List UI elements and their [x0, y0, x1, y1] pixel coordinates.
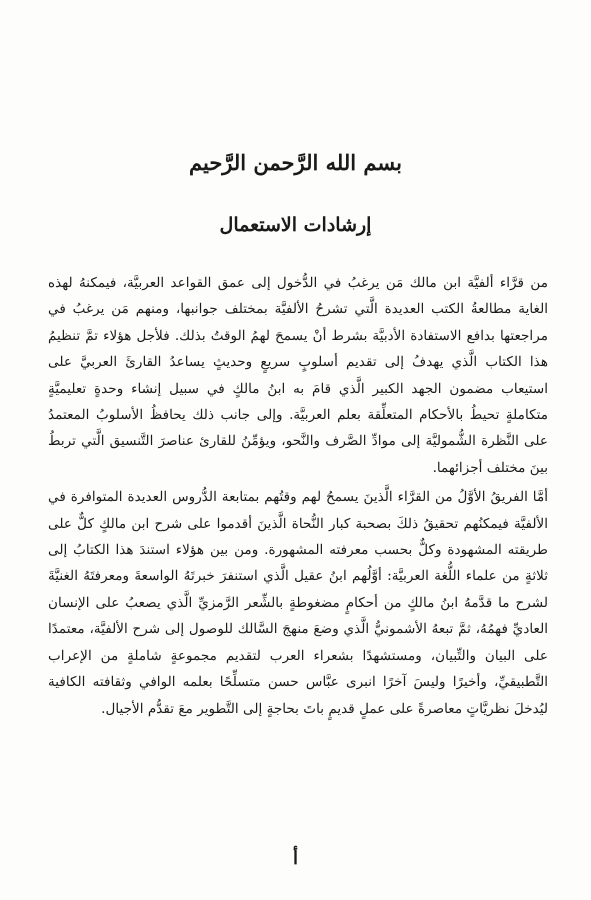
paragraph-2: أمَّا الفريقُ الأوَّلُ من القرَّاء الَّذينَ يسمحُ لهم وقتُهم بمتابعة الدُّروس العديدة المتوافرة في الألفيَّة فيمكنُهم تحقيقُ ذلكَ بصحبة كبار النُّحاة الَّذينَ أقدموا على شرح ابن مالكٍ كلٌّ على طريقته المشهودة وكلٌّ بحسب معرفته المشهورة. ومن بين هؤلاء استندَ هذا الكتابُ إلى ثلاثةٍ من علماء اللُّغة العربيَّة: أوَّلُهم ابنُ عقيل الَّذي استنفرَ خبرتَهُ الواسعةَ ومعرفتَهُ الغنيَّةَ لشرح ما قدَّمهُ ابنُ مالكٍ من أحكامٍ مضغوطةٍ بالشِّعر الرَّمزيِّ الَّذي يصعبُ على الإنسان العاديِّ فهمُهُ، ثمَّ تبعهُ الأشمونيُّ الَّذي وضعَ منهجَ السَّالك للوصول إلى شرح الألفيَّة، معتمدًا على البيان والتِّبيان، ومستشهدًا بشعراء العرب لتقديم مجموعةٍ شاملةٍ من الإعراب التَّطبيقيِّ، وأخيرًا وليسَ آخرًا انبرى عبَّاس حسن متسلِّحًا بعلمه الوافي وثقافته الكافية ليُدخلَ نظريَّاتٍ معاصرةً على عملٍ قديمٍ باتَ بحاجةٍ إلى التَّطوير معَ تقدُّم الأجيال. — [48, 489, 548, 717]
paragraph-1: من قرَّاء ألفيَّة ابن مالك مَن يرغبُ في الدُّخول إلى عمق القواعد العربيَّة، فيمكنهُ لهذه الغاية مطالعةُ الكتب العديدة الَّتي تشرحُ الألفيَّة بمختلف جوانبها، ومنهم مَن يرغبُ في مراجعتها بدافع الاستفادة الأدبيَّة بشرط أنْ يسمحَ لهمُ الوقتُ بذلك. فلأجل هؤلاء تمَّ تنظيمُ هذا الكتاب الَّذي يهدفُ إلى تقديم أسلوبٍ سريعٍ وحديثٍ يساعدُ القارئَ العربيَّ على استيعاب مضمون الجهد الكبير الَّذي قامَ به ابنُ مالكٍ في سبيل إنشاء وحدةٍ تعليميَّةٍ متكاملةٍ تحيطُ بالأحكام المتعلِّقة بعلم العربيَّة. وإلى جانب ذلك يحافظُ الأسلوبُ المعتمدُ على النَّظرة الشُّموليَّة إلى موادِّ الصَّرف والنَّحو، ويؤمِّنُ للقارئ عناصرَ التَّنسيق الَّتي تربطُ بينَ مختلف أجزائهما. — [48, 275, 548, 476]
section-title: إرشادات الاستعمال — [219, 214, 372, 236]
body-text — [48, 270, 548, 722]
page-number: أ — [292, 848, 298, 869]
basmala-heading: بسم الله الرَّحمن الرَّحيم — [189, 150, 402, 175]
